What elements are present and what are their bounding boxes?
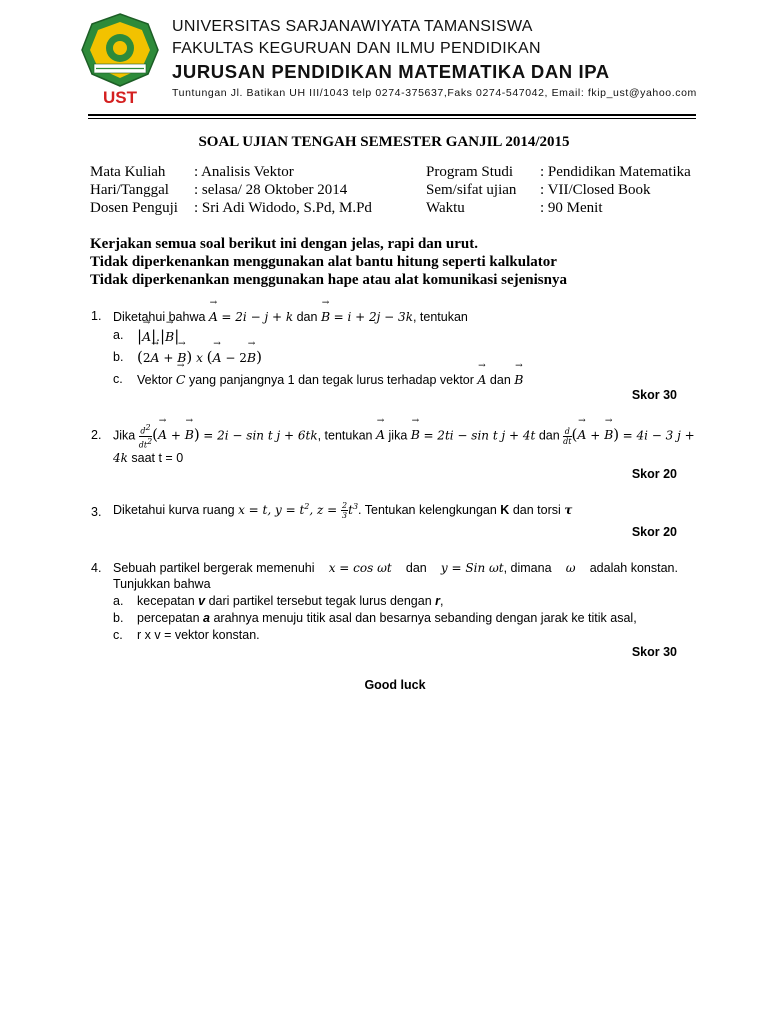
info-label: Waktu [426,200,465,216]
department-name: JURUSAN PENDIDIKAN MATEMATIKA DAN IPA [172,61,610,82]
info-value: : Sri Adi Widodo, S.Pd, M.Pd [194,200,372,216]
q3-k: K [500,502,510,517]
info-value: : selasa/ 28 Oktober 2014 [194,182,348,198]
q4-text-a: Sebuah partikel bergerak memenuhi [113,561,315,575]
q2-eq3: = 4i − 3 j + [622,428,695,443]
info-value: : 90 Menit [540,200,603,216]
q2-dan: dan [538,428,560,443]
q4a-end: , [440,594,444,608]
q4-x-eq: x = cos ωt [328,561,392,575]
exam-title: SOAL UJIAN TENGAH SEMESTER GANJIL 2014/2015 [198,134,570,150]
info-value: : Pendidikan Matematika [540,164,691,180]
sub-label: c. [113,372,123,386]
q3-text2: . Tentukan kelengkungan [358,502,497,517]
q3-text3: dan torsi [512,502,561,517]
info-label: Hari/Tanggal [90,182,169,198]
university-name: UNIVERSITAS SARJANAWIYATA TAMANSISWA [172,18,533,35]
instruction-line: Tidak diperkenankan menggunakan alat bantu hitung seperti kalkulator [90,254,557,270]
score-label: Skor 30 [631,388,677,402]
q4-omega: ω [565,561,576,575]
sub-label: b. [113,611,124,625]
q4a-text [137,594,444,608]
q4c-text: r x v = vektor konstan. [137,628,260,642]
instruction-line: Kerjakan semua soal berikut ini dengan jelas, rapi dan urut. [90,236,478,252]
info-value: : Analisis Vektor [194,164,294,180]
instruction-line: Tidak diperkenankan menggunakan hape atau alat komunikasi sejenisnya [90,272,567,288]
q4a-text2: dari partikel tersebut tegak lurus dengan [208,594,432,608]
address-line: Tuntungan Jl. Batikan UH III/1043 telp 0274-375637,Faks 0274-547042, Email: fkip_ust@yahoo.com [172,87,697,99]
q1a-expression: |→ A|.|→ B| [137,327,179,345]
q4a-text1: kecepatan [137,594,195,608]
question-number: 4. [91,561,102,575]
q2-eq2: = 2ti − sin t j + 4t [423,428,536,443]
q1-a-definition: = 2i − j + k [221,310,294,324]
vector-b: → B [321,309,330,324]
q2-line2-text: saat t = 0 [131,451,184,465]
q3-text1: Diketahui kurva ruang [113,502,235,517]
score-label: Skor 30 [631,645,677,659]
question-number: 3. [91,505,102,519]
university-logo [80,12,160,107]
sub-label: c. [113,628,123,642]
q4b-text [137,611,637,625]
question-number: 2. [91,428,102,442]
q3-tau: τ [564,502,573,517]
q1-b-definition: = i + 2j − 3k [333,310,413,324]
second-derivative: $\frac{d^2}{dt^2}$ [138,423,153,450]
q1c-text: Vektor → C yang panjangnya 1 dan tegak lurus terhadap vektor → A dan → B [137,372,523,387]
logo-text: UST [103,88,137,107]
q4a-v: v [198,594,206,608]
q4b-text2: arahnya menuju titik asal dan besarnya sebanding dengan jarak ke titik asal, [213,611,637,625]
sub-label: a. [113,594,124,608]
first-derivative: $\frac{d}{dt}$ [563,426,572,446]
question-2-line2 [113,451,183,465]
q2-jika2: jika [388,428,408,443]
vector-a: → A [209,309,218,324]
score-label: Skor 20 [631,525,677,539]
info-label: Sem/sifat ujian [426,182,517,198]
q2-eq1: = 2i − sin t j + 6tk [203,428,318,443]
q1-and: dan [296,310,318,324]
q1c-text-a: Vektor [137,373,173,387]
q4-text-b: , dimana [503,561,552,575]
q4-dan: dan [405,561,427,575]
q4-y-eq: y = Sin ωt [440,561,504,575]
header-divider-thin [88,118,696,119]
info-label: Mata Kuliah [90,164,166,180]
q1c-and: dan [489,373,511,387]
question-4-line1 [113,561,678,575]
sub-label: b. [113,350,124,364]
q4a-r: r [435,594,441,608]
question-2-line: Jika $\frac{d^2}{dt^2}$ (→ A + → B) = 2i − sin t j + 6tk, tentukan → A jika → B = 2ti − sin t j + 4t dan $\frac{d}{dt}$ (→ A + → B) = 4i − 3 j + [113,423,695,449]
q1b-expression: (2→ A + → B) x (→ A − 2→ B) [137,348,262,366]
q1c-text-b: yang panjangnya 1 dan tegak lurus terhadap vektor [188,373,474,387]
header-divider [88,114,696,116]
q1-intro: Diketahui bahwa [113,310,206,324]
info-value: : VII/Closed Book [540,182,651,198]
sub-label: a. [113,328,124,342]
q4b-text1: percepatan [137,611,200,625]
q1-tail: , tentukan [412,310,468,324]
question-number: 1. [91,309,102,323]
q2-mid: , tentukan [317,428,373,443]
question-3-line: Diketahui kurva ruang x = t, $y = t^2$, z = $\frac{2}{3}$ $t^3$. Tentukan kelengkungan K dan torsi τ [113,501,573,520]
q4-line2: Tunjukkan bahwa [113,577,211,591]
info-label: Dosen Penguji [90,200,178,216]
q4-text-c: adalah konstan. [589,561,678,575]
info-label: Program Studi [426,164,514,180]
closing-text: Good luck [364,678,426,692]
q2-jika: Jika [113,428,136,443]
q2-line2-math: 4k [113,451,128,465]
faculty-name: FAKULTAS KEGURUAN DAN ILMU PENDIDIKAN [172,40,541,57]
score-label: Skor 20 [631,467,677,481]
q4b-a: a [203,611,210,625]
